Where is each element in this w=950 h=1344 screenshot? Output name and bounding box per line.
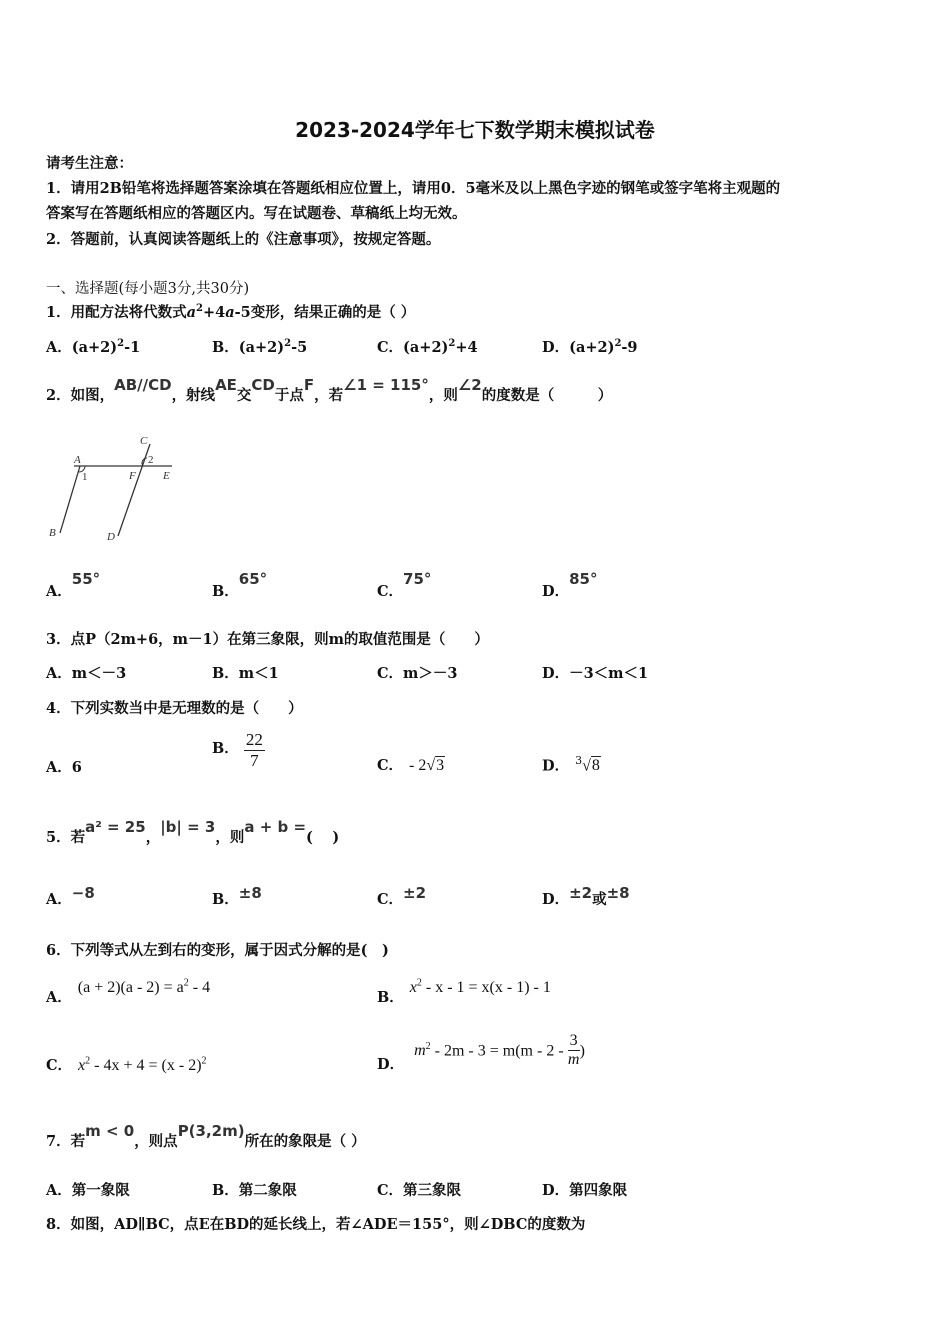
label-a: A (74, 454, 81, 466)
question-8: 8．如图，AD∥BC，点E在BD的延长线上，若∠ADE＝155°，则∠DBC的度数为 (46, 1216, 586, 1233)
q6-option-d[interactable]: D．$m^2 - 2m - 3 = m(m - 2$ - $\frac{3}{m}$ ) (377, 1032, 585, 1074)
page-title: 2023-2024学年七下数学期末模拟试卷 (295, 118, 655, 142)
notice-line-2: 2．答题前，认真阅读答题纸上的《注意事项》，按规定答题。 (46, 231, 441, 248)
q4-option-a[interactable]: A．6 (46, 759, 82, 776)
q6-option-a[interactable]: A．$(a + 2)(a - 2) = a^2 - 4$ (46, 977, 211, 1006)
label-b: B (49, 527, 56, 539)
q5-option-a[interactable]: A．−8 (46, 884, 95, 908)
label-c: C (140, 435, 148, 447)
label-d: D (107, 531, 115, 543)
q4-option-d[interactable]: D． $^3$√8 (542, 754, 600, 775)
q3-option-a[interactable]: A．m＜－3 (46, 665, 127, 682)
label-e: E (163, 470, 170, 482)
q3-option-d[interactable]: D．－3＜m＜1 (542, 665, 649, 682)
q2-figure (44, 432, 184, 547)
question-1: 1．用配方法将代数式$a^2+4a-5$变形，结果正确的是（ ） (46, 303, 416, 321)
line-ab (60, 466, 80, 533)
q5-option-d[interactable]: D．±2或±8 (542, 884, 630, 908)
section-heading: 一、选择题(每小题3分,共30分) (46, 281, 250, 297)
q2-option-a[interactable]: A．55° (46, 570, 101, 600)
q5-option-b[interactable]: B．±8 (212, 884, 262, 908)
label-angle-2: 2 (148, 454, 154, 466)
q5-option-c[interactable]: C．±2 (377, 884, 427, 908)
question-2: 2．如图，AB//CD，射线AE交CD于点F，若∠1 = 115°，则∠2的度数是（ ） (46, 376, 613, 404)
q1-option-d[interactable]: D．$(a+2)^2-9$ (542, 338, 638, 356)
label-f: F (129, 470, 136, 482)
q4-option-b[interactable]: B． $\frac{22}{7}$ (212, 730, 263, 770)
question-5: 5．若a² = 25，|b| = 3，则a + b =( ) (46, 818, 340, 846)
q1-option-c[interactable]: C．$(a+2)^2+4$ (377, 338, 478, 356)
question-3: 3．点P（2m+6，m－1）在第三象限，则m的取值范围是（ ） (46, 631, 489, 648)
q6-option-b[interactable]: B．$x^2 - x - 1 = x(x - 1) - 1$ (377, 977, 551, 1006)
q7-option-d[interactable]: D．第四象限 (542, 1182, 628, 1199)
q2-option-c[interactable]: C．75° (377, 570, 432, 600)
q2-option-b[interactable]: B．65° (212, 570, 268, 600)
q1-option-a[interactable]: A．$(a+2)^2-1$ (46, 338, 141, 356)
q7-option-b[interactable]: B．第二象限 (212, 1182, 297, 1199)
question-6: 6．下列等式从左到右的变形，属于因式分解的是( ) (46, 942, 389, 959)
notice-line-1: 1．请用2B铅笔将选择题答案涂填在答题纸相应位置上，请用0．5毫米及以上黑色字迹的钢笔或签字笔将主观题的 (46, 180, 781, 197)
q7-option-c[interactable]: C．第三象限 (377, 1182, 462, 1199)
q3-option-b[interactable]: B．m＜1 (212, 665, 279, 682)
q4-option-c[interactable]: C． - 2√3 (377, 757, 445, 774)
notice-line-1b: 答案写在答题纸相应的答题区内。写在试题卷、草稿纸上均无效。 (46, 205, 467, 222)
q3-option-c[interactable]: C．m＞－3 (377, 665, 458, 682)
question-7: 7．若m < 0，则点P(3,2m)所在的象限是（ ） (46, 1122, 366, 1150)
label-angle-1: 1 (82, 471, 88, 483)
q1-option-b[interactable]: B．$(a+2)^2-5$ (212, 338, 308, 356)
q7-option-a[interactable]: A．第一象限 (46, 1182, 130, 1199)
q6-option-c[interactable]: C． $x^2 - 4x + 4 = (x - 2)^2$ (46, 1055, 207, 1074)
notice-heading: 请考生注意： (46, 155, 133, 172)
question-4: 4．下列实数当中是无理数的是（ ） (46, 700, 303, 717)
q2-option-d[interactable]: D．85° (542, 570, 598, 600)
